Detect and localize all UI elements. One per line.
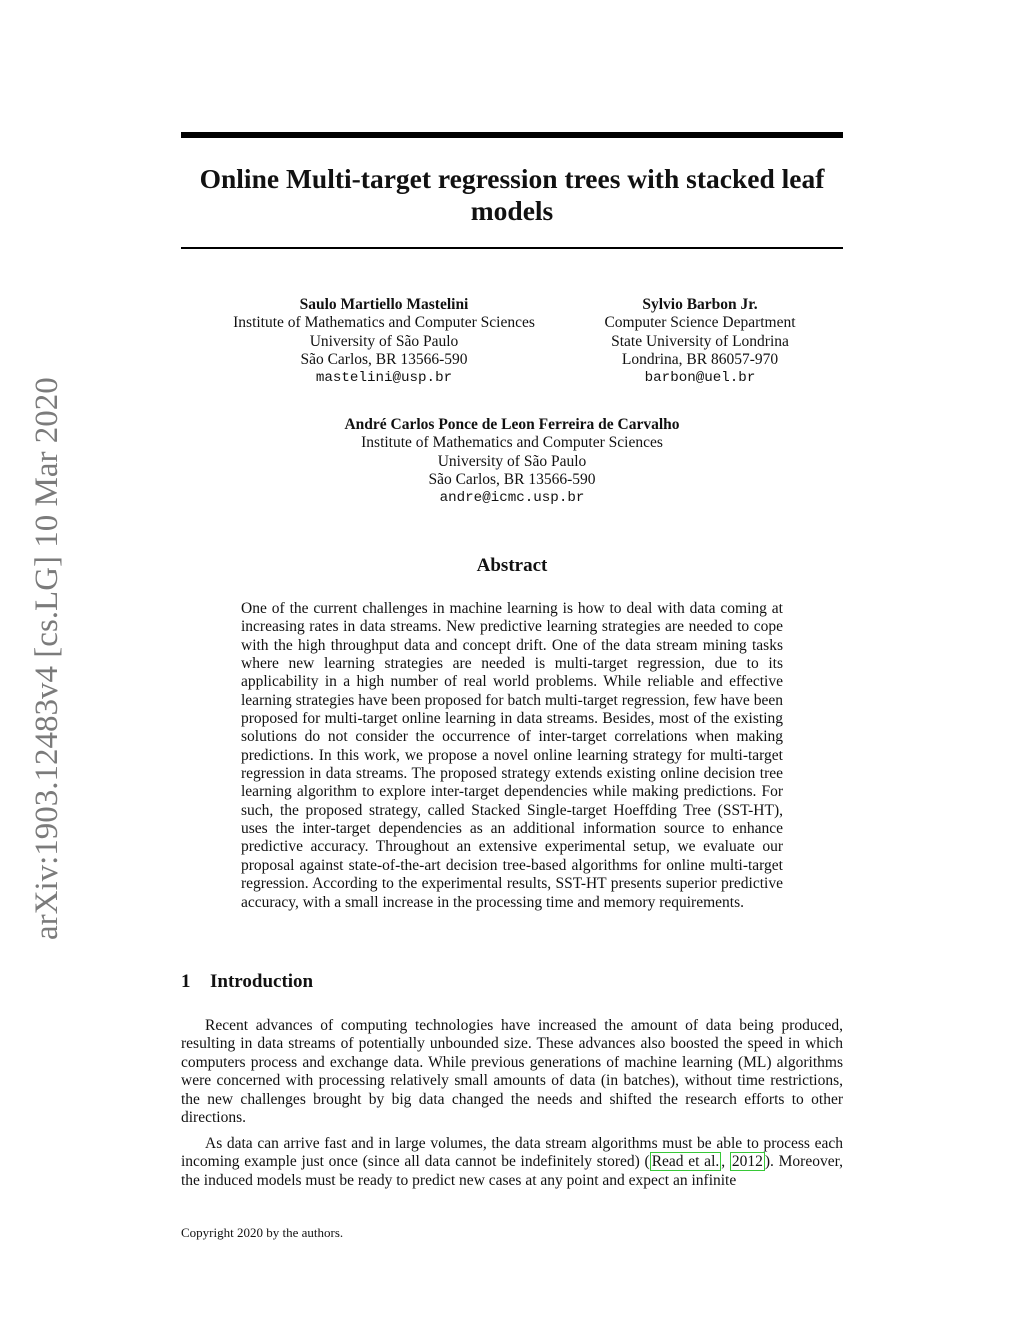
author-institution: University of São Paulo bbox=[437, 452, 587, 470]
title-top-rule bbox=[181, 132, 843, 138]
author-email: andre@icmc.usp.br bbox=[439, 490, 585, 507]
paragraph-text: ). Moreover, the induced models must be ready to predict new cases at any point and expect an infinite bbox=[181, 1153, 843, 1189]
author-affiliation: Institute of Mathematics and Computer Sciences bbox=[233, 314, 535, 332]
abstract-heading: Abstract bbox=[476, 555, 548, 576]
author-email: mastelini@usp.br bbox=[315, 370, 453, 387]
citation-link-year[interactable]: 2012 bbox=[731, 1153, 763, 1171]
citation-separator: , bbox=[721, 1153, 730, 1171]
section-number: 1 bbox=[181, 971, 191, 992]
title-bottom-rule bbox=[181, 247, 843, 249]
author-name: Saulo Martiello Mastelini bbox=[299, 296, 469, 313]
author-block-2 bbox=[584, 296, 816, 387]
arxiv-stamp: arXiv:1903.12483v4 [cs.LG] 10 Mar 2020 bbox=[29, 377, 65, 940]
author-institution: University of São Paulo bbox=[309, 332, 459, 350]
paper-title: Online Multi-target regression trees with stacked leaf models bbox=[199, 163, 825, 226]
body-paragraph-1: Recent advances of computing technologies have increased the amount of data being produced, resulting in data streams of potentially unbounded size. These advances also boosted the speed in which computers process and exchange data. While previous generations of machine learning (ML) algorithms were concerned with processing relatively small amounts of data (in batches), without time restrictions, the new challenges brought by big data changed the needs and shifted the research efforts to other directions. bbox=[181, 1017, 843, 1127]
author-location: São Carlos, BR 13566-590 bbox=[428, 470, 596, 488]
section-heading bbox=[181, 971, 581, 993]
author-affiliation: Institute of Mathematics and Computer Sciences bbox=[361, 434, 663, 452]
author-name: André Carlos Ponce de Leon Ferreira de Carvalho bbox=[344, 416, 680, 433]
citation-link-authors[interactable]: Read et al. bbox=[651, 1153, 720, 1171]
section-title: Introduction bbox=[210, 971, 314, 992]
body-paragraph-2 bbox=[181, 1135, 843, 1190]
copyright-footer: Copyright 2020 by the authors. bbox=[181, 1225, 344, 1240]
author-location: São Carlos, BR 13566-590 bbox=[300, 350, 468, 368]
author-block-3 bbox=[312, 416, 712, 507]
author-name: Sylvio Barbon Jr. bbox=[642, 296, 758, 313]
abstract-text: One of the current challenges in machine learning is how to deal with data coming at increasing rates in data streams. New predictive learning strategies are needed to cope with the high throughput data and concept drift. One of the data stream mining tasks where new learning strategies are needed is multi-target regression, due to its applicability in a high number of real world problems. While reliable and effective learning strategies have been proposed for batch multi-target regression, few have been proposed for multi-target online learning in data streams. Besides, most of the existing solutions do not consider the occurrence of inter-target correlations when making predictions. In this work, we propose a novel online learning strategy for multi-target regression in data streams. The proposed strategy extends existing online decision tree learning algorithm to explore inter-target dependencies while making predictions. For such, the proposed strategy, called Stacked Single-target Hoeffding Tree (SST-HT), uses the inter-target dependencies as an additional information source to enhance predictive accuracy. Throughout an extensive experimental setup, we evaluate our proposal against state-of-the-art decision tree-based algorithms for online multi-target regression. According to the experimental results, SST-HT presents superior predictive accuracy, with a small increase in the processing time and memory requirements. bbox=[241, 600, 783, 911]
author-institution: State University of Londrina bbox=[611, 332, 789, 350]
author-email: barbon@uel.br bbox=[644, 370, 756, 387]
author-block-1 bbox=[204, 296, 564, 387]
author-affiliation: Computer Science Department bbox=[604, 314, 796, 332]
paragraph-text: As data can arrive fast and in large volumes, the data stream algorithms must be able to process each incoming example just once (since all data cannot be indefinitely stored) ( bbox=[181, 1135, 843, 1171]
author-location: Londrina, BR 86057-970 bbox=[621, 350, 779, 368]
